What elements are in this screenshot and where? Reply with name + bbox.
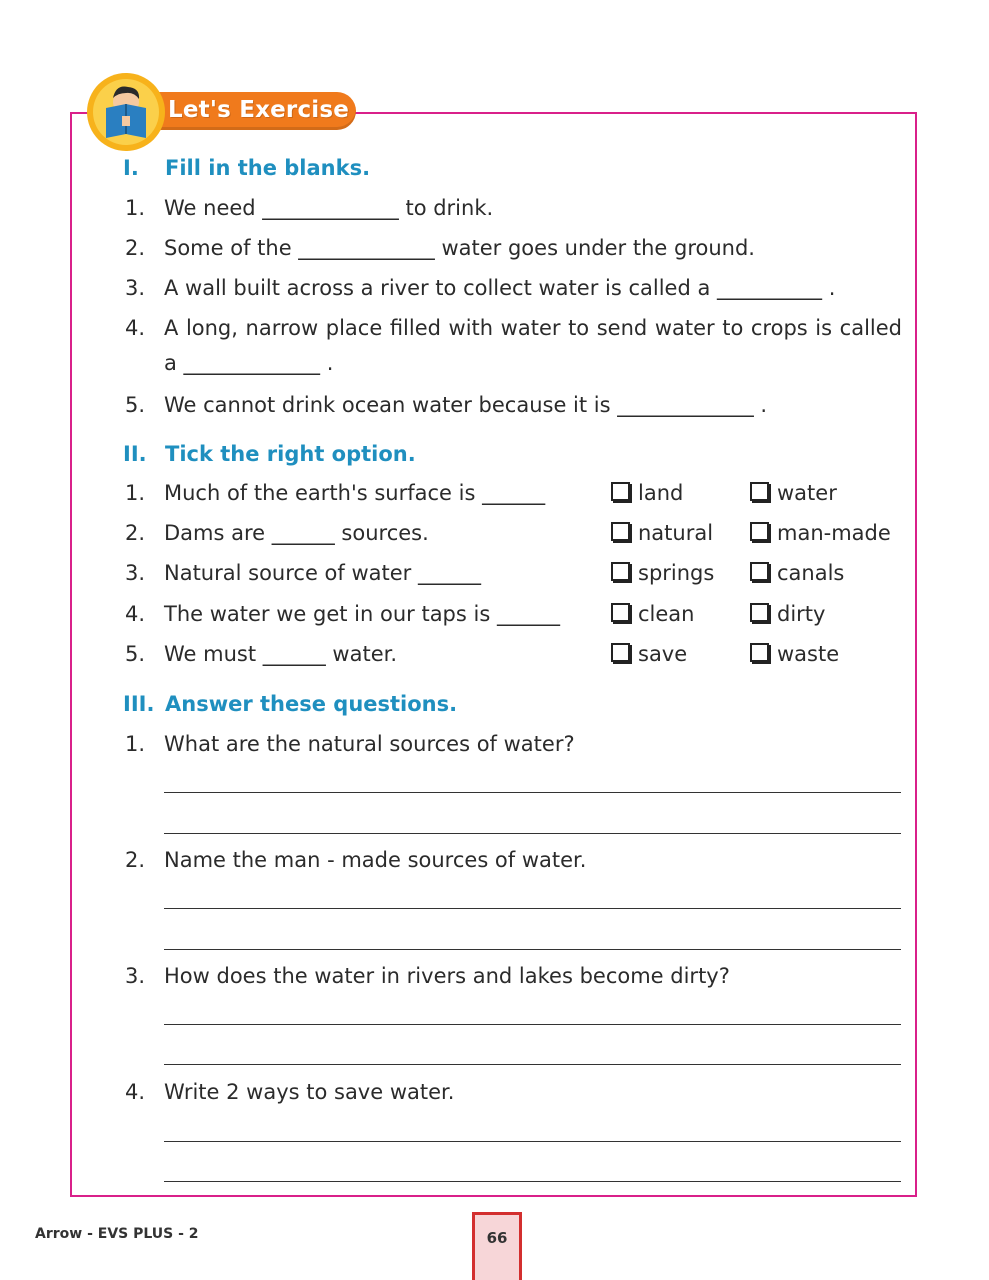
answer-line[interactable] [164,908,901,909]
checkbox-icon[interactable] [750,482,769,501]
option-checkbox[interactable] [611,516,713,551]
page-number: 66 [486,1229,508,1247]
checkbox-icon[interactable] [750,522,769,541]
item-text: A wall built across a river to collect water is called a __________ . [164,276,836,300]
option-checkbox[interactable] [611,476,683,511]
item-text: We cannot drink ocean water because it is _____________ . [164,393,768,417]
book-title: Arrow - EVS PLUS - 2 [35,1226,199,1242]
option-checkbox[interactable] [611,637,687,672]
section-1-title: Fill in the blanks. [165,156,371,180]
reading-boy-icon [86,72,166,152]
item-number: 3. [125,964,146,988]
answer-line[interactable] [164,1141,901,1142]
section-3-number: III. [123,692,155,716]
item-text: A long, narrow place filled with water to send water to crops is called a _____________ . [164,316,902,375]
answer-line[interactable] [164,792,901,793]
checkbox-icon[interactable] [750,603,769,622]
section-2-heading [123,442,416,466]
option-checkbox[interactable] [750,637,839,672]
item-number: 5. [125,642,146,666]
item-text: How does the water in rivers and lakes become dirty? [164,964,730,988]
option-label: canals [777,561,845,585]
option-checkbox[interactable] [750,597,825,632]
section-3-heading [123,692,457,716]
option-label: dirty [777,602,826,626]
option-label: save [638,642,688,666]
item-text: Dams are ______ sources. [164,521,429,545]
checkbox-icon[interactable] [750,562,769,581]
item-number: 3. [125,276,146,300]
item-text: We need _____________ to drink. [164,196,494,220]
item-number: 1. [125,196,146,220]
option-label: man-made [777,521,891,545]
section-2-number: II. [123,442,147,466]
checkbox-icon[interactable] [750,643,769,662]
item-number: 1. [125,732,146,756]
item-number: 5. [125,393,146,417]
option-checkbox[interactable] [750,476,837,511]
item-text: Write 2 ways to save water. [164,1080,455,1104]
item-text: We must ______ water. [164,642,397,666]
option-label: land [638,481,684,505]
item-text: Natural source of water ______ [164,561,481,585]
answer-line[interactable] [164,833,901,834]
answer-line[interactable] [164,1064,901,1065]
item-number: 2. [125,848,146,872]
option-label: natural [638,521,714,545]
item-number: 4. [125,1080,146,1104]
option-label: springs [638,561,715,585]
option-checkbox[interactable] [750,556,844,591]
section-3-title: Answer these questions. [165,692,458,716]
item-number: 1. [125,481,146,505]
item-text: Much of the earth's surface is ______ [164,481,546,505]
section-1-heading [123,156,370,180]
checkbox-icon[interactable] [611,643,630,662]
page-number-box [472,1212,522,1280]
item-number: 2. [125,236,146,260]
checkbox-icon[interactable] [611,603,630,622]
item-text: Some of the _____________ water goes under the ground. [164,236,755,260]
option-label: clean [638,602,695,626]
badge-label: Let's Exercise [168,97,350,123]
option-label: water [777,481,837,505]
item-number: 3. [125,561,146,585]
item-number: 2. [125,521,146,545]
answer-line[interactable] [164,949,901,950]
section-1-number: I. [123,156,139,180]
option-checkbox[interactable] [750,516,891,551]
checkbox-icon[interactable] [611,562,630,581]
answer-line[interactable] [164,1024,901,1025]
item-text: What are the natural sources of water? [164,732,575,756]
section-2-title: Tick the right option. [165,442,416,466]
item-text: Name the man - made sources of water. [164,848,587,872]
checkbox-icon[interactable] [611,482,630,501]
item-number: 4. [125,602,146,626]
option-label: waste [777,642,840,666]
item-number: 4. [125,316,146,340]
option-checkbox[interactable] [611,597,694,632]
answer-line[interactable] [164,1181,901,1182]
item-text: The water we get in our taps is ______ [164,602,560,626]
lets-exercise-badge [86,72,366,152]
option-checkbox[interactable] [611,556,714,591]
checkbox-icon[interactable] [611,522,630,541]
